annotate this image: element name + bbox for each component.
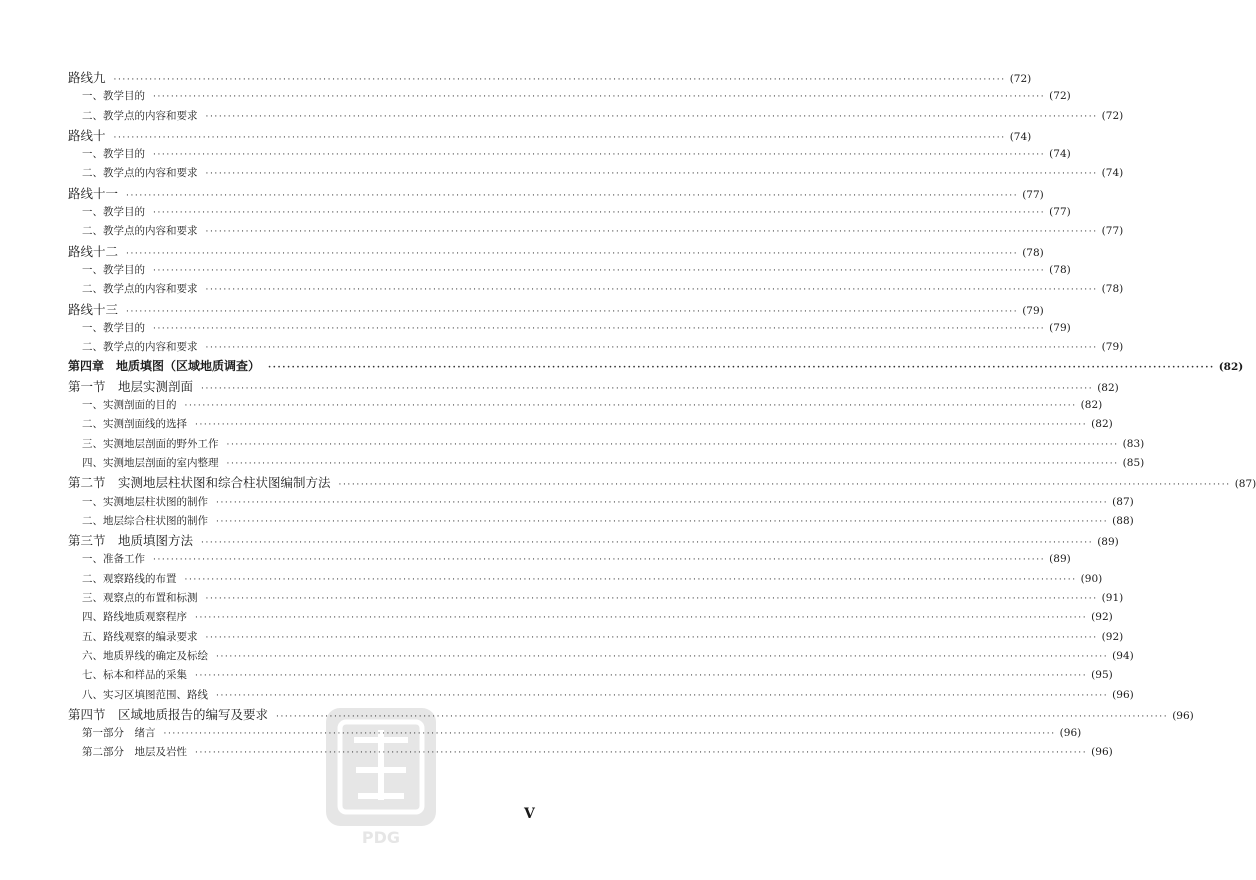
- toc-entry: [68, 550, 1071, 569]
- toc-entry-title: 路线十: [68, 127, 106, 143]
- toc-entry: [68, 608, 1113, 627]
- toc-entry-title: 路线十三: [68, 301, 119, 317]
- toc-entry: [68, 203, 1071, 222]
- dot-leader: ········································································································································································································: [268, 363, 1215, 374]
- toc-entry: [68, 184, 1044, 203]
- toc-entry-page: (87): [1112, 495, 1134, 508]
- toc-entry-page: (96): [1091, 746, 1113, 759]
- toc-entry-title: 一、准备工作: [82, 553, 145, 566]
- dot-leader: ········································································································································································································: [184, 401, 1077, 412]
- toc-entry-title: 一、教学目的: [82, 263, 145, 276]
- dot-leader: ········································································································································································································: [201, 538, 1094, 549]
- toc-entry-page: (78): [1049, 263, 1071, 276]
- dot-leader: ········································································································································································································: [226, 458, 1119, 469]
- dot-leader: ········································································································································································································: [113, 132, 1006, 143]
- dot-leader: ········································································································································································································: [195, 671, 1088, 682]
- dot-leader: ········································································································································································································: [195, 748, 1088, 759]
- toc-entry-title: 六、地质界线的确定及标绘: [82, 649, 208, 662]
- toc-entry: [68, 570, 1103, 589]
- dot-leader: ········································································································································································································: [276, 711, 1169, 722]
- toc-entry-title: 二、教学点的内容和要求: [82, 341, 198, 354]
- toc-entry: [68, 242, 1044, 261]
- toc-entry-page: (89): [1049, 553, 1071, 566]
- toc-entry-title: 一、实测剖面的目的: [82, 399, 177, 412]
- toc-entry-title: 第四节 区域地质报告的编写及要求: [68, 706, 269, 722]
- toc-entry-page: (74): [1049, 148, 1071, 161]
- toc-entry-title: 三、观察点的布置和标测: [82, 592, 198, 605]
- toc-entry-title: 四、路线地质观察程序: [82, 611, 187, 624]
- dot-leader: ········································································································································································································: [195, 420, 1088, 431]
- toc-entry: [68, 647, 1134, 666]
- toc-entry-page: (88): [1112, 514, 1134, 527]
- dot-leader: ········································································································································································································: [163, 729, 1056, 740]
- toc-entry-title: 七、标本和样品的采集: [82, 669, 187, 682]
- toc-entry-title: 一、教学目的: [82, 148, 145, 161]
- table-of-contents: [68, 68, 1256, 763]
- dot-leader: ········································································································································································································: [216, 497, 1109, 508]
- toc-entry-page: (94): [1112, 649, 1134, 662]
- toc-entry-page: (83): [1122, 437, 1145, 450]
- toc-entry-page: (82): [1097, 381, 1119, 394]
- toc-entry-title: 路线九: [68, 70, 106, 85]
- dot-leader: ········································································································································································································: [153, 323, 1046, 334]
- dot-leader: ········································································································································································································: [338, 480, 1231, 491]
- toc-entry: [68, 531, 1119, 550]
- dot-leader: ········································································································································································································: [153, 555, 1046, 566]
- toc-entry-title: 二、教学点的内容和要求: [82, 225, 198, 238]
- dot-leader: ········································································································································································································: [126, 306, 1019, 317]
- toc-entry-page: (89): [1097, 536, 1119, 549]
- toc-entry: [68, 68, 1032, 87]
- toc-entry-page: (77): [1049, 206, 1071, 219]
- dot-leader: ········································································································································································································: [216, 516, 1109, 527]
- toc-entry-page: (74): [1009, 130, 1032, 143]
- toc-entry-title: 五、路线观察的编录要求: [82, 630, 198, 643]
- toc-entry-page: (82): [1218, 361, 1244, 374]
- dot-leader: ········································································································································································································: [195, 613, 1088, 624]
- toc-entry-title: 四、实测地层剖面的室内整理: [82, 456, 219, 469]
- toc-entry-title: 一、实测地层柱状图的制作: [82, 495, 208, 508]
- dot-leader: ········································································································································································································: [153, 92, 1046, 103]
- toc-entry-page: (91): [1101, 592, 1124, 605]
- toc-entry-page: (92): [1091, 611, 1113, 624]
- dot-leader: ········································································································································································································: [126, 190, 1019, 201]
- toc-entry: [68, 164, 1124, 183]
- toc-entry-title: 第三节 地质填图方法: [68, 533, 194, 549]
- dot-leader: ········································································································································································································: [153, 208, 1046, 219]
- toc-entry: [68, 435, 1145, 454]
- toc-entry-page: (79): [1049, 321, 1071, 334]
- toc-entry-title: 路线十二: [68, 243, 119, 259]
- toc-entry-page: (90): [1080, 572, 1103, 585]
- toc-entry: [68, 261, 1071, 280]
- page-number: V: [524, 806, 535, 822]
- toc-entry: [68, 300, 1044, 319]
- toc-entry: [68, 589, 1124, 608]
- toc-entry-page: (95): [1091, 669, 1113, 682]
- toc-entry-title: 第一节 地层实测剖面: [68, 378, 194, 394]
- toc-entry-page: (72): [1049, 90, 1071, 103]
- dot-leader: ········································································································································································································: [184, 574, 1077, 585]
- toc-entry-title: 第一部分 绪言: [82, 727, 156, 740]
- toc-entry-page: (77): [1022, 188, 1044, 201]
- dot-leader: ········································································································································································································: [205, 285, 1098, 296]
- toc-entry-page: (72): [1009, 73, 1032, 85]
- dot-leader: ········································································································································································································: [216, 690, 1109, 701]
- toc-entry: [68, 107, 1124, 126]
- dot-leader: ········································································································································································································: [126, 248, 1019, 259]
- toc-entry-title: 二、教学点的内容和要求: [82, 167, 198, 180]
- dot-leader: ········································································································································································································: [216, 651, 1109, 662]
- toc-entry-page: (87): [1234, 478, 1256, 491]
- toc-entry-page: (79): [1101, 341, 1124, 354]
- toc-entry-title: 一、教学目的: [82, 206, 145, 219]
- dot-leader: ········································································································································································································: [153, 150, 1046, 161]
- toc-entry-page: (79): [1022, 304, 1044, 317]
- toc-entry-title: 二、地层综合柱状图的制作: [82, 514, 208, 527]
- toc-entry-title: 第四章 地质填图（区域地质调查）: [68, 359, 261, 374]
- dot-leader: ········································································································································································································: [153, 265, 1046, 276]
- toc-entry: [68, 87, 1071, 106]
- toc-entry: [68, 357, 1244, 376]
- dot-leader: ········································································································································································································: [113, 75, 1006, 85]
- toc-entry-title: 第二节 实测地层柱状图和综合柱状图编制方法: [68, 475, 331, 491]
- toc-entry-page: (82): [1080, 399, 1103, 412]
- toc-entry-title: 一、教学目的: [82, 90, 145, 103]
- toc-entry: [68, 666, 1113, 685]
- toc-entry-title: 三、实测地层剖面的野外工作: [82, 437, 219, 450]
- dot-leader: ········································································································································································································: [205, 227, 1098, 238]
- dot-leader: ········································································································································································································: [205, 169, 1098, 180]
- toc-entry: [68, 396, 1103, 415]
- toc-entry: [68, 338, 1124, 357]
- toc-entry-page: (78): [1022, 246, 1044, 259]
- dot-leader: ········································································································································································································: [205, 594, 1098, 605]
- toc-entry: [68, 319, 1071, 338]
- dot-leader: ········································································································································································································: [205, 111, 1098, 122]
- dot-leader: ········································································································································································································: [205, 343, 1098, 354]
- toc-entry-title: 二、教学点的内容和要求: [82, 109, 198, 122]
- dot-leader: ········································································································································································································: [205, 632, 1098, 643]
- toc-entry-page: (77): [1101, 225, 1124, 238]
- toc-entry: [68, 628, 1124, 647]
- toc-entry-page: (85): [1122, 456, 1145, 469]
- toc-entry: [68, 415, 1113, 434]
- toc-entry-title: 二、教学点的内容和要求: [82, 283, 198, 296]
- toc-entry-page: (72): [1101, 109, 1124, 122]
- dot-leader: ········································································································································································································: [201, 383, 1094, 394]
- toc-entry-page: (78): [1101, 283, 1124, 296]
- toc-entry: [68, 280, 1124, 299]
- toc-entry-title: 二、实测剖面线的选择: [82, 418, 187, 431]
- toc-entry: [68, 473, 1256, 492]
- library-seal-watermark: [296, 700, 466, 850]
- toc-entry-page: (96): [1112, 688, 1134, 701]
- toc-entry-title: 一、教学目的: [82, 321, 145, 334]
- toc-entry-title: 二、观察路线的布置: [82, 572, 177, 585]
- watermark-text: PDG: [361, 828, 401, 847]
- dot-leader: ········································································································································································································: [226, 439, 1119, 450]
- toc-entry-title: 第二部分 地层及岩性: [82, 746, 187, 759]
- toc-entry-page: (92): [1101, 630, 1124, 643]
- toc-entry: [68, 512, 1134, 531]
- toc-entry: [68, 145, 1071, 164]
- toc-entry: [68, 377, 1119, 396]
- toc-entry-page: (74): [1101, 167, 1124, 180]
- toc-entry: [68, 126, 1032, 145]
- toc-entry-title: 八、实习区填图范围、路线: [82, 688, 208, 701]
- toc-entry: [68, 493, 1134, 512]
- toc-entry-page: (82): [1091, 418, 1113, 431]
- toc-entry-page: (96): [1059, 727, 1082, 740]
- toc-entry: [68, 454, 1145, 473]
- toc-entry: [68, 222, 1124, 241]
- toc-entry-page: (96): [1172, 709, 1194, 722]
- toc-entry-title: 路线十一: [68, 185, 119, 201]
